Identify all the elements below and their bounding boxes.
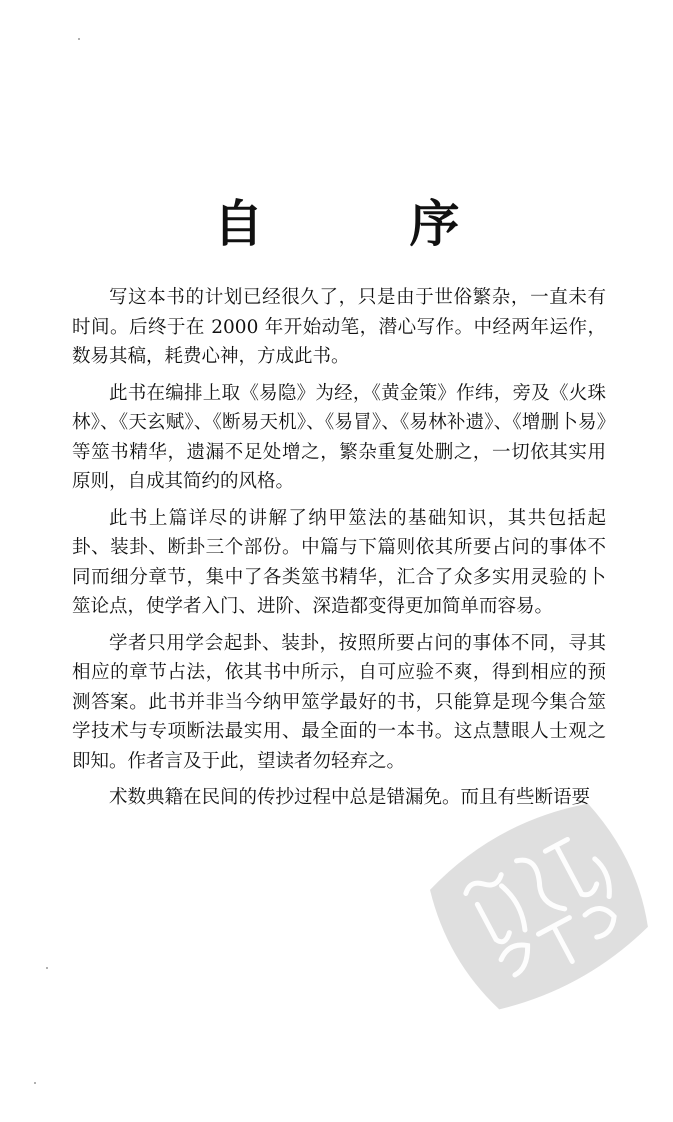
page-speck — [46, 967, 48, 969]
paragraph-2: 此书在编排上取《易隐》为经，《黄金策》作纬，旁及《火珠林》、《天玄赋》、《断易天机》、《易冒》、《易林补遗》、《增删卜易》等筮书精华，遗漏不足处增之，繁杂重复处删之，一切依其实用原则，自成其简约的风格。 — [72, 382, 606, 492]
paragraph-5: 术数典籍在民间的传抄过程中总是错漏免。而且有些断语要 — [109, 787, 591, 808]
preface-body — [72, 283, 606, 820]
page-speck — [34, 1082, 36, 1084]
page-title: 自 序 — [213, 194, 508, 253]
paragraph-1: 写这本书的计划已经很久了，只是由于世俗繁杂，一直未有时间。后终于在 2000 年开始动笔，潜心写作。中经两年运作，数易其稿，耗费心神，方成此书。 — [72, 287, 606, 367]
paragraph-3: 此书上篇详尽的讲解了纳甲筮法的基础知识，其共包括起卦、装卦、断卦三个部份。中篇与下篇则依其所要占问的事体不同而细分章节，集中了各类筮书精华，汇合了众多实用灵验的卜筮论点，使学者入门、进阶、深造都变得更加简单而容易。 — [72, 507, 606, 617]
paragraph-4: 学者只用学会起卦、装卦，按照所要占问的事体不同，寻其相应的章节占法，依其书中所示，自可应验不爽，得到相应的预测答案。此书并非当今纳甲筮学最好的书，只能算是现今集合筮学技术与专项断法最实用、最全面的一本书。这点慧眼人士观之即知。作者言及于此，望读者勿轻弃之。 — [72, 632, 606, 772]
page-speck — [78, 38, 80, 40]
seal-stamp-icon — [420, 800, 660, 1010]
